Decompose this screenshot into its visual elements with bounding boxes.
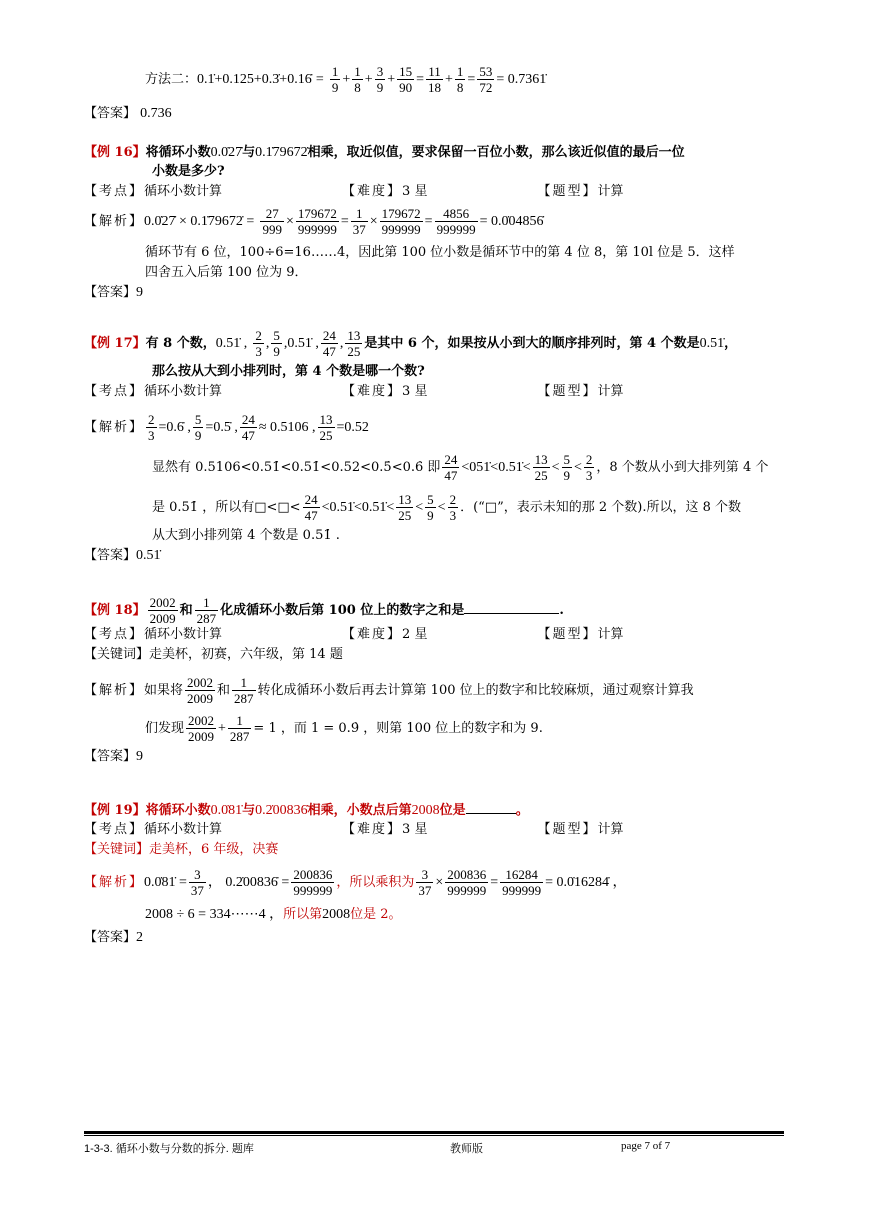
numerator: 3 [416, 867, 433, 883]
decimal-value: 0.0̇81̇ [210, 803, 243, 818]
ex18-answer [84, 749, 143, 765]
denominator: 90 [399, 80, 413, 95]
fraction [477, 64, 494, 95]
footer-left: 1-3-3. 循环小数与分数的拆分. 题库 [84, 1143, 254, 1155]
question-text: 位是 [439, 803, 466, 818]
ex18-solution-1 [84, 675, 694, 706]
nandu-label: 【难度】 [342, 627, 403, 642]
formula-text: = 1 ，而 1 = 0.9̇ ，则第 100 位上的数字和为 9. [253, 721, 543, 736]
tixing-label: 【题型】 [537, 384, 598, 399]
numerator: 200836 [293, 867, 333, 882]
question-text: 是其中 6 个，如果按从小到大的顺序排列时，第 4 个数是 [364, 336, 700, 351]
numerator: 5 [563, 452, 570, 467]
times-sign: × [285, 214, 294, 229]
fraction [442, 452, 459, 483]
formula-text: =0.6̇ , [158, 420, 191, 435]
numerator: 200836 [447, 867, 487, 882]
answer-prev [84, 106, 172, 122]
method2-lhs: 0.1̇+0.125+0.3̇+0.16̇ [197, 72, 312, 87]
formula-result: = 0.0̇04856̇ [479, 214, 544, 229]
ex18-keywords [84, 647, 343, 663]
kaodian-label: 【考点】 [84, 384, 145, 399]
question-text: . [559, 603, 564, 618]
method2-label: 方法二： [145, 72, 198, 87]
formula-text: = 0.0̇16284̇ ， [545, 875, 627, 890]
answer-label: 【答案】 [84, 548, 137, 563]
answer-value: 0.51̇ [136, 548, 161, 563]
formula-text: 是 0.51̇ ，所以有□<□< [152, 500, 301, 515]
answer-blank [466, 813, 516, 814]
question-text: 与 [242, 803, 256, 818]
denominator: 999999 [297, 222, 337, 237]
denominator: 47 [322, 344, 336, 359]
footer-rule-thin [84, 1135, 784, 1136]
ex18-meta [84, 627, 623, 643]
ex19-answer [84, 930, 143, 946]
fraction [148, 595, 178, 626]
formula-text: 所以第 [283, 907, 323, 922]
answer-label: 【答案】 [84, 930, 137, 945]
fraction [345, 328, 362, 359]
times-sign: × [369, 214, 378, 229]
denominator: 8 [354, 80, 361, 95]
formula-text: <0.51̇<0.51̇< [321, 500, 395, 515]
denominator: 37 [418, 883, 432, 898]
ex17-solution-4 [152, 528, 340, 544]
plus-sign: + [445, 72, 453, 87]
less-than-sign: < [437, 500, 446, 515]
numerator: 3 [376, 64, 384, 79]
denominator: 2009 [149, 611, 176, 626]
numerator: 1 [354, 64, 361, 79]
nandu-value: 3 星 [402, 822, 428, 837]
answer-value: 9 [136, 285, 144, 300]
denominator: 3 [148, 428, 155, 443]
fraction [303, 492, 320, 523]
denominator: 999 [262, 222, 282, 237]
ex17-solution-2 [152, 452, 768, 483]
answer-value: 9 [136, 749, 144, 764]
question-text: ， [724, 336, 738, 351]
denominator: 287 [229, 729, 250, 744]
formula-text: 从大到小排列第 4 个数是 0.51̇ . [152, 528, 340, 543]
fraction [296, 206, 339, 237]
question-text: 将循环小数 [145, 803, 211, 818]
ex19-solution-1 [84, 867, 627, 898]
denominator: 37 [352, 222, 366, 237]
denominator: 3 [255, 344, 262, 359]
denominator: 72 [479, 80, 493, 95]
nandu-label: 【难度】 [342, 184, 403, 199]
tixing-value: 计算 [597, 384, 624, 399]
jiexi-label: 【解析】 [84, 214, 145, 229]
fraction [232, 675, 256, 706]
tixing-label: 【题型】 [537, 627, 598, 642]
ex19-solution-2 [145, 907, 402, 923]
numerator: 53 [479, 64, 493, 79]
denominator: 9 [376, 80, 384, 95]
ex17-solution-1 [84, 412, 369, 443]
ex19-meta [84, 822, 623, 838]
fraction [448, 492, 459, 523]
tixing-value: 计算 [597, 184, 624, 199]
position-number: 2008 [411, 803, 440, 818]
decimal-value: 0.51̇ [699, 336, 725, 351]
keywords-label: 【关键词】 [84, 842, 150, 857]
footer-page-number: page 7 of 7 [621, 1140, 671, 1152]
decimal-value: 0.0̇27̇ [210, 145, 243, 160]
numerator: 13 [398, 492, 412, 507]
numerator: 1 [195, 595, 219, 611]
formula-text: ，所以乘积为 [336, 875, 415, 890]
answer-value: 2 [136, 930, 144, 945]
fraction [189, 867, 206, 898]
method2-line [145, 64, 546, 95]
plus-sign: + [218, 721, 226, 736]
question-text: 有 8 个数， [145, 336, 216, 351]
fraction [291, 867, 334, 898]
answer-label: 【答案】 [84, 106, 137, 121]
equals-sign: = [340, 214, 349, 229]
formula-text: ≈ 0.5106 , [258, 420, 316, 435]
numerator: 16284 [500, 867, 543, 883]
numerator: 24 [304, 492, 318, 507]
fraction [584, 452, 595, 483]
denominator: 25 [534, 468, 548, 483]
question-text: 相乘，小数点后第 [307, 803, 412, 818]
kaodian-value: 循环小数计算 [144, 822, 223, 837]
numerator: 3 [189, 867, 206, 883]
formula-lhs: 0.0̇27̇ × 0.1̇79672̇ = [144, 214, 255, 229]
tixing-value: 计算 [597, 627, 624, 642]
question-text: 那么按从大到小排列时，第 4 个数是哪一个数? [152, 364, 425, 379]
fraction [240, 412, 257, 443]
formula-text: 2008 [322, 907, 351, 922]
denominator: 999999 [436, 222, 476, 237]
comma: , [283, 336, 288, 351]
kaodian-value: 循环小数计算 [144, 384, 223, 399]
formula-text: =0.5̇ , [205, 420, 238, 435]
keywords-label: 【关键词】 [84, 647, 150, 662]
fraction [186, 713, 216, 744]
decimal-value: 0.51̇ , [215, 336, 248, 351]
kaodian-label: 【考点】 [84, 822, 145, 837]
numerator: 1 [228, 713, 252, 729]
decimal-value: 0.2̇00836̇ [255, 803, 308, 818]
ex16-explanation-2 [145, 265, 307, 281]
fraction [375, 64, 386, 95]
formula-text: 0.0̇81̇ = [144, 875, 187, 890]
formula-text: =0.52 [336, 420, 369, 435]
tixing-label: 【题型】 [537, 822, 598, 837]
denominator: 2009 [188, 729, 215, 744]
equals-sign: = [424, 214, 433, 229]
less-than-sign: < [574, 460, 582, 475]
fraction [416, 867, 433, 898]
decimal-value: 0.51̇ , [287, 336, 319, 351]
fraction [253, 328, 264, 359]
nandu-value: 3 星 [402, 184, 428, 199]
fraction [193, 412, 204, 443]
ex19-keywords [84, 842, 278, 858]
formula-text: 如果将 [144, 683, 184, 698]
fraction [435, 206, 478, 237]
explanation-text: 四舍五入后第 100 位为 9． [145, 265, 308, 280]
tixing-value: 计算 [597, 822, 624, 837]
denominator: 9 [331, 80, 339, 95]
fraction [352, 64, 363, 95]
example-tag: 【例 17】 [84, 336, 146, 351]
ex18-solution-2 [145, 713, 543, 744]
plus-sign: + [342, 72, 351, 87]
fraction [185, 675, 215, 706]
nandu-value: 2 星 [402, 627, 428, 642]
numerator: 5 [273, 328, 280, 343]
numerator: 179672 [297, 206, 337, 221]
question-text: 将循环小数 [145, 145, 211, 160]
denominator: 47 [304, 508, 318, 523]
keywords-value: 走美杯，初赛，六年级，第 14 题 [149, 647, 343, 662]
question-text: 和 [179, 603, 193, 618]
numerator: 2002 [187, 675, 214, 690]
denominator: 9 [273, 344, 280, 359]
numerator: 4856 [435, 206, 478, 222]
plus-sign: + [387, 72, 396, 87]
denominator: 9 [194, 428, 202, 443]
kaodian-value: 循环小数计算 [144, 184, 223, 199]
formula-text: <051̇<0.51̇< [461, 460, 531, 475]
jiexi-label: 【解析】 [84, 683, 145, 698]
fraction [330, 64, 341, 95]
denominator: 25 [319, 428, 333, 443]
denominator: 9 [563, 468, 570, 483]
fraction [500, 867, 543, 898]
footer-center: 教师版 [450, 1143, 483, 1155]
denominator: 999999 [502, 883, 542, 898]
numerator: 27 [260, 206, 284, 222]
numerator: 15 [399, 64, 413, 79]
kaodian-value: 循环小数计算 [144, 627, 223, 642]
example-tag: 【例 18】 [84, 603, 146, 618]
equals-sign: = [416, 72, 425, 87]
equals-sign: = [467, 72, 476, 87]
numerator: 11 [426, 64, 443, 80]
formula-text: 和 [217, 683, 231, 698]
numerator: 1 [351, 206, 368, 222]
ex16-question-line2 [152, 164, 225, 180]
equals-sign: = [490, 875, 499, 890]
comma: , [265, 336, 270, 351]
formula-text: 转化成循环小数后再去计算第 100 位上的数字和比较麻烦，通过观察计算我 [257, 683, 694, 698]
keywords-value: 走美杯，6 年级，决赛 [149, 842, 279, 857]
question-text: 化成循环小数后第 100 位上的数字之和是 [220, 603, 465, 618]
ex17-answer [84, 548, 161, 564]
nandu-value: 3 星 [402, 384, 428, 399]
denominator: 9 [427, 508, 434, 523]
ex17-meta [84, 384, 623, 400]
fraction [228, 713, 252, 744]
ex16-answer [84, 285, 143, 301]
denominator: 3 [449, 508, 457, 523]
question-text: 与 [242, 145, 256, 160]
fraction [426, 64, 443, 95]
fraction [396, 492, 413, 523]
denominator: 37 [190, 883, 204, 898]
numerator: 24 [322, 328, 336, 343]
denominator: 25 [398, 508, 412, 523]
numerator: 5 [427, 492, 434, 507]
ex19-question [84, 803, 529, 819]
plus-sign: + [364, 72, 373, 87]
fraction [271, 328, 282, 359]
times-sign: × [435, 875, 444, 890]
denominator: 47 [241, 428, 255, 443]
footer-rule [84, 1131, 784, 1134]
numerator: 2 [148, 412, 155, 427]
fraction [195, 595, 219, 626]
ex17-solution-3 [152, 492, 741, 523]
fraction [445, 867, 488, 898]
numerator: 1 [331, 64, 339, 79]
fraction [562, 452, 573, 483]
denominator: 25 [347, 344, 361, 359]
denominator: 2009 [187, 691, 214, 706]
jiexi-label: 【解析】 [84, 420, 145, 435]
fraction [533, 452, 550, 483]
fraction [146, 412, 157, 443]
ex17-question-line1 [84, 328, 737, 359]
numerator: 2002 [149, 595, 176, 610]
formula-text: 们发现 [145, 721, 185, 736]
equals-sign: = [315, 72, 324, 87]
tixing-label: 【题型】 [537, 184, 598, 199]
less-than-sign: < [415, 500, 424, 515]
fraction [260, 206, 284, 237]
fraction [455, 64, 466, 95]
nandu-label: 【难度】 [342, 384, 403, 399]
kaodian-label: 【考点】 [84, 184, 145, 199]
numerator: 24 [241, 412, 255, 427]
method2-result: = 0.7361̇ [496, 72, 547, 87]
ex17-question-line2 [152, 364, 425, 380]
fraction [351, 206, 368, 237]
question-text: 。 [515, 803, 529, 818]
answer-label: 【答案】 [84, 749, 137, 764]
fraction [397, 64, 414, 95]
question-text: 相乘，取近似值，要求保留一百位小数，那么该近似值的最后一位 [307, 145, 685, 160]
denominator: 999999 [293, 883, 333, 898]
denominator: 287 [234, 691, 254, 706]
less-than-sign: < [551, 460, 560, 475]
question-text: 小数是多少? [152, 164, 225, 179]
numerator: 5 [194, 412, 202, 427]
fraction [380, 206, 423, 237]
numerator: 2 [255, 328, 262, 343]
answer-value: 0.736 [140, 106, 172, 121]
denominator: 999999 [381, 222, 421, 237]
formula-text: 位是 2。 [350, 907, 402, 922]
formula-text: 2008 ÷ 6 = 334⋯⋯4 ， [145, 907, 284, 922]
numerator: 13 [534, 452, 548, 467]
numerator: 1 [456, 64, 464, 79]
jiexi-label: 【解析】 [84, 875, 145, 890]
denominator: 8 [456, 80, 464, 95]
ex16-meta [84, 184, 623, 200]
numerator: 179672 [381, 206, 421, 221]
denominator: 287 [196, 611, 217, 626]
numerator: 24 [444, 452, 458, 467]
denominator: 999999 [447, 883, 487, 898]
example-tag: 【例 16】 [84, 145, 146, 160]
fraction [318, 412, 335, 443]
nandu-label: 【难度】 [342, 822, 403, 837]
denominator: 18 [428, 80, 442, 95]
numerator: 2002 [188, 713, 215, 728]
fraction [425, 492, 436, 523]
fraction [321, 328, 338, 359]
numerator: 2 [449, 492, 457, 507]
formula-text: ， 0.2̇00836̇ = [207, 875, 290, 890]
denominator: 3 [585, 468, 593, 483]
answer-label: 【答案】 [84, 285, 137, 300]
formula-text: 显然有 0.5106<0.51̇<0.51̇<0.52<0.5̇<0.6̇ 即 [152, 460, 441, 475]
decimal-value: 0.1̇79672̇ [255, 145, 308, 160]
answer-blank [464, 613, 559, 614]
ex18-question [84, 595, 564, 626]
comma: , [339, 336, 344, 351]
explanation-text: 循环节有 6 位，100÷6=16……4，因此第 100 位小数是循环节中的第 4 位 8，第 10l 位是 5．这样 [145, 245, 735, 260]
ex16-explanation-1 [145, 245, 735, 261]
ex16-question-line1 [84, 145, 685, 161]
formula-text: ．(“□”，表示未知的那 2 个数).所以，这 8 个数 [460, 500, 741, 515]
denominator: 47 [444, 468, 458, 483]
numerator: 1 [232, 675, 256, 691]
ex16-solution-formula [84, 206, 543, 237]
numerator: 13 [319, 412, 333, 427]
kaodian-label: 【考点】 [84, 627, 145, 642]
example-tag: 【例 19】 [84, 803, 146, 818]
formula-text: ，8 个数从小到大排列第 4 个 [596, 460, 769, 475]
numerator: 13 [347, 328, 361, 343]
numerator: 2 [585, 452, 593, 467]
